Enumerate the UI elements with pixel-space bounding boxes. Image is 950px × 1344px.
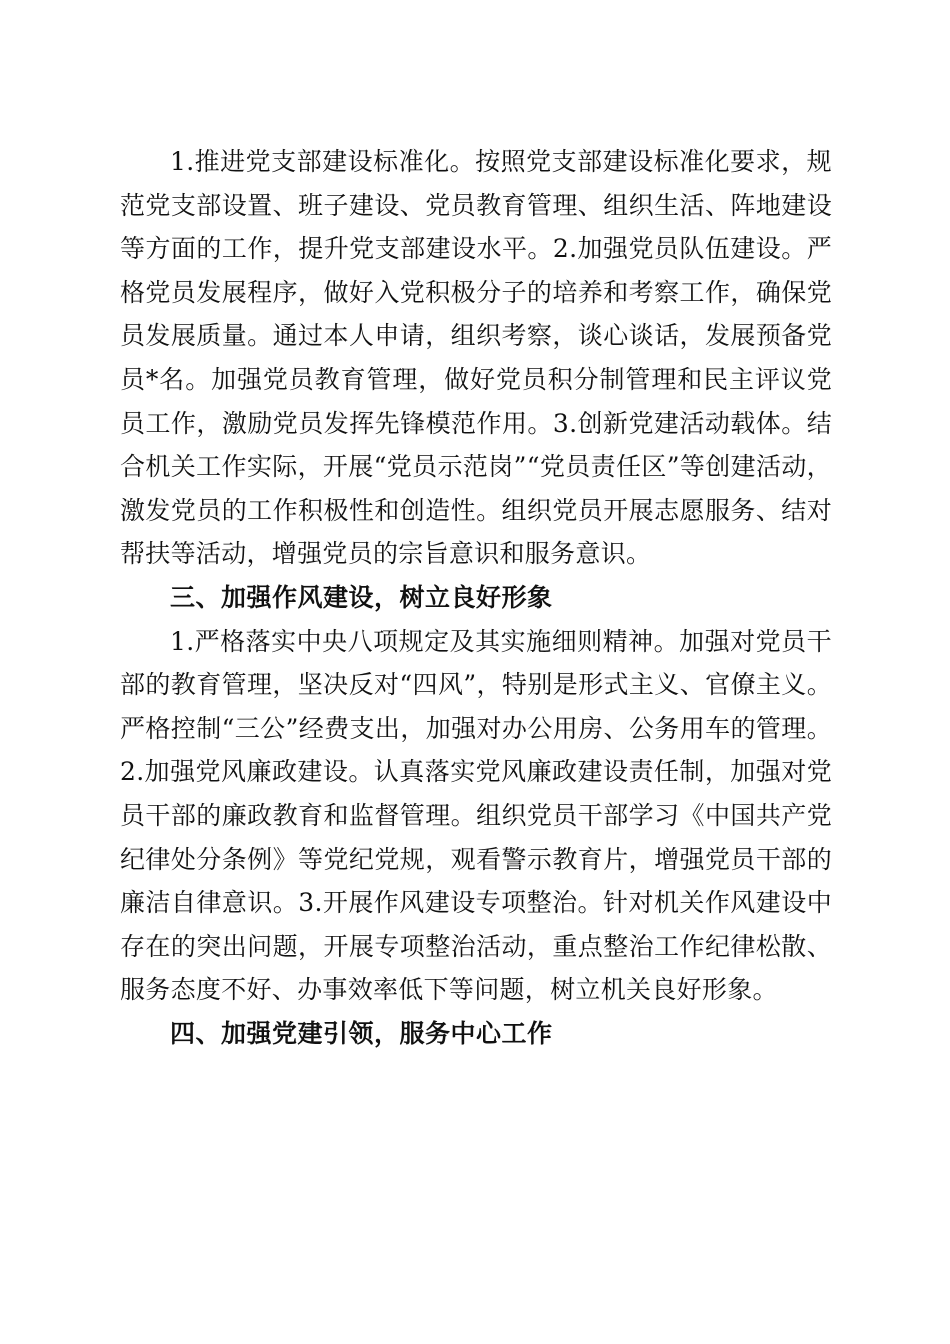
paragraph-work-style-construction: 1.严格落实中央八项规定及其实施细则精神。加强对党员干部的教育管理，坚决反对“四风”，特别是形式主义、官僚主义。严格控制“三公”经费支出，加强对办公用房、公务用车的管理。2.加强党风廉政建设。认真落实党风廉政建设责任制，加强对党员干部的廉政教育和监督管理。组织党员干部学习《中国共产党纪律处分条例》等党纪党规，观看警示教育片，增强党员干部的廉洁自律意识。3.开展作风建设专项整治。针对机关作风建设中存在的突出问题，开展专项整治活动，重点整治工作纪律松散、服务态度不好、办事效率低下等问题，树立机关良好形象。 <box>120 626 832 1005</box>
section-heading-4: 四、加强党建引领，服务中心工作 <box>170 1018 553 1048</box>
document-body <box>120 140 832 1055</box>
section-heading-3: 三、加强作风建设，树立良好形象 <box>170 582 553 612</box>
paragraph-party-branch-construction: 1.推进党支部建设标准化。按照党支部建设标准化要求，规范党支部设置、班子建设、党员教育管理、组织生活、阵地建设等方面的工作，提升党支部建设水平。2.加强党员队伍建设。严格党员发展程序，做好入党积极分子的培养和考察工作，确保党员发展质量。通过本人申请，组织考察，谈心谈话，发展预备党员*名。加强党员教育管理，做好党员积分制管理和民主评议党员工作，激励党员发挥先锋模范作用。3.创新党建活动载体。结合机关工作实际，开展“党员示范岗”“党员责任区”等创建活动，激发党员的工作积极性和创造性。组织党员开展志愿服务、结对帮扶等活动，增强党员的宗旨意识和服务意识。 <box>120 147 832 569</box>
